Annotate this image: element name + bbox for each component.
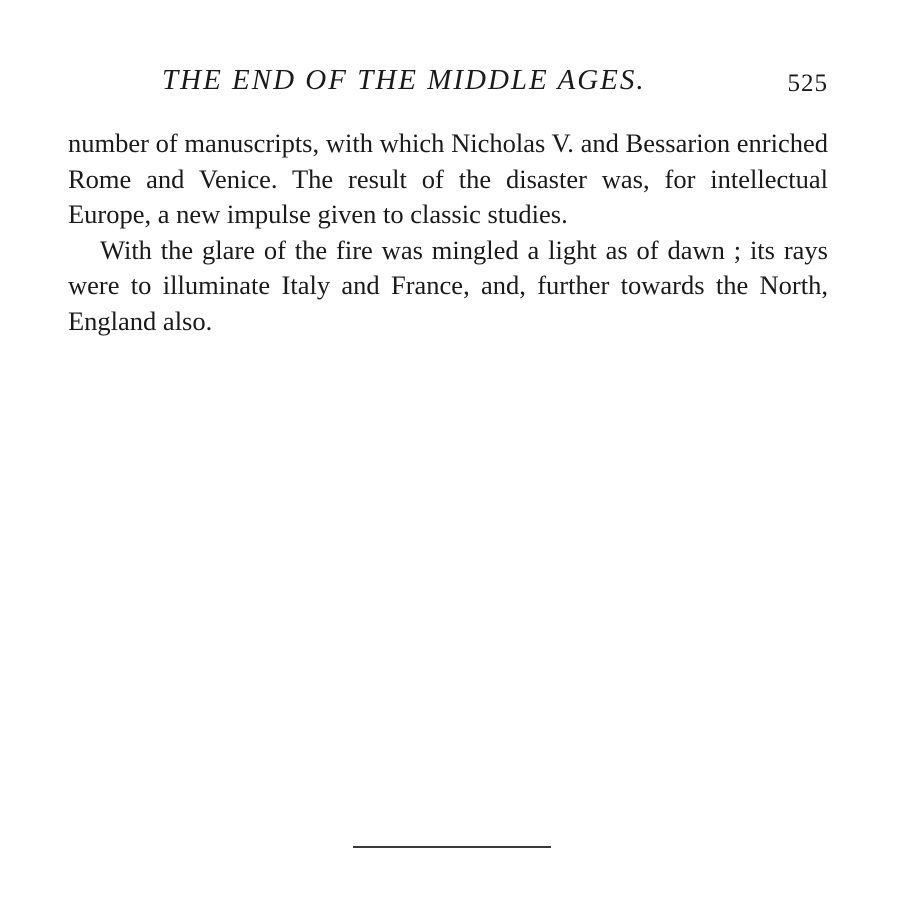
text-body <box>68 126 828 339</box>
page-number: 525 <box>787 70 828 97</box>
paragraph: With the glare of the fire was mingled a light as of dawn ; its rays were to illuminate Italy and France, and, further towards the North, England also. <box>68 234 828 336</box>
running-title: THE END OF THE MIDDLE AGES. <box>162 64 646 96</box>
paragraph-continued: number of manuscripts, with which Nicholas V. and Bessarion enriched Rome and Venice. The result of the disaster was, for intellectual Europe, a new impulse given to classic studies. <box>68 128 828 229</box>
running-head <box>68 62 828 98</box>
section-end-rule <box>353 846 551 848</box>
